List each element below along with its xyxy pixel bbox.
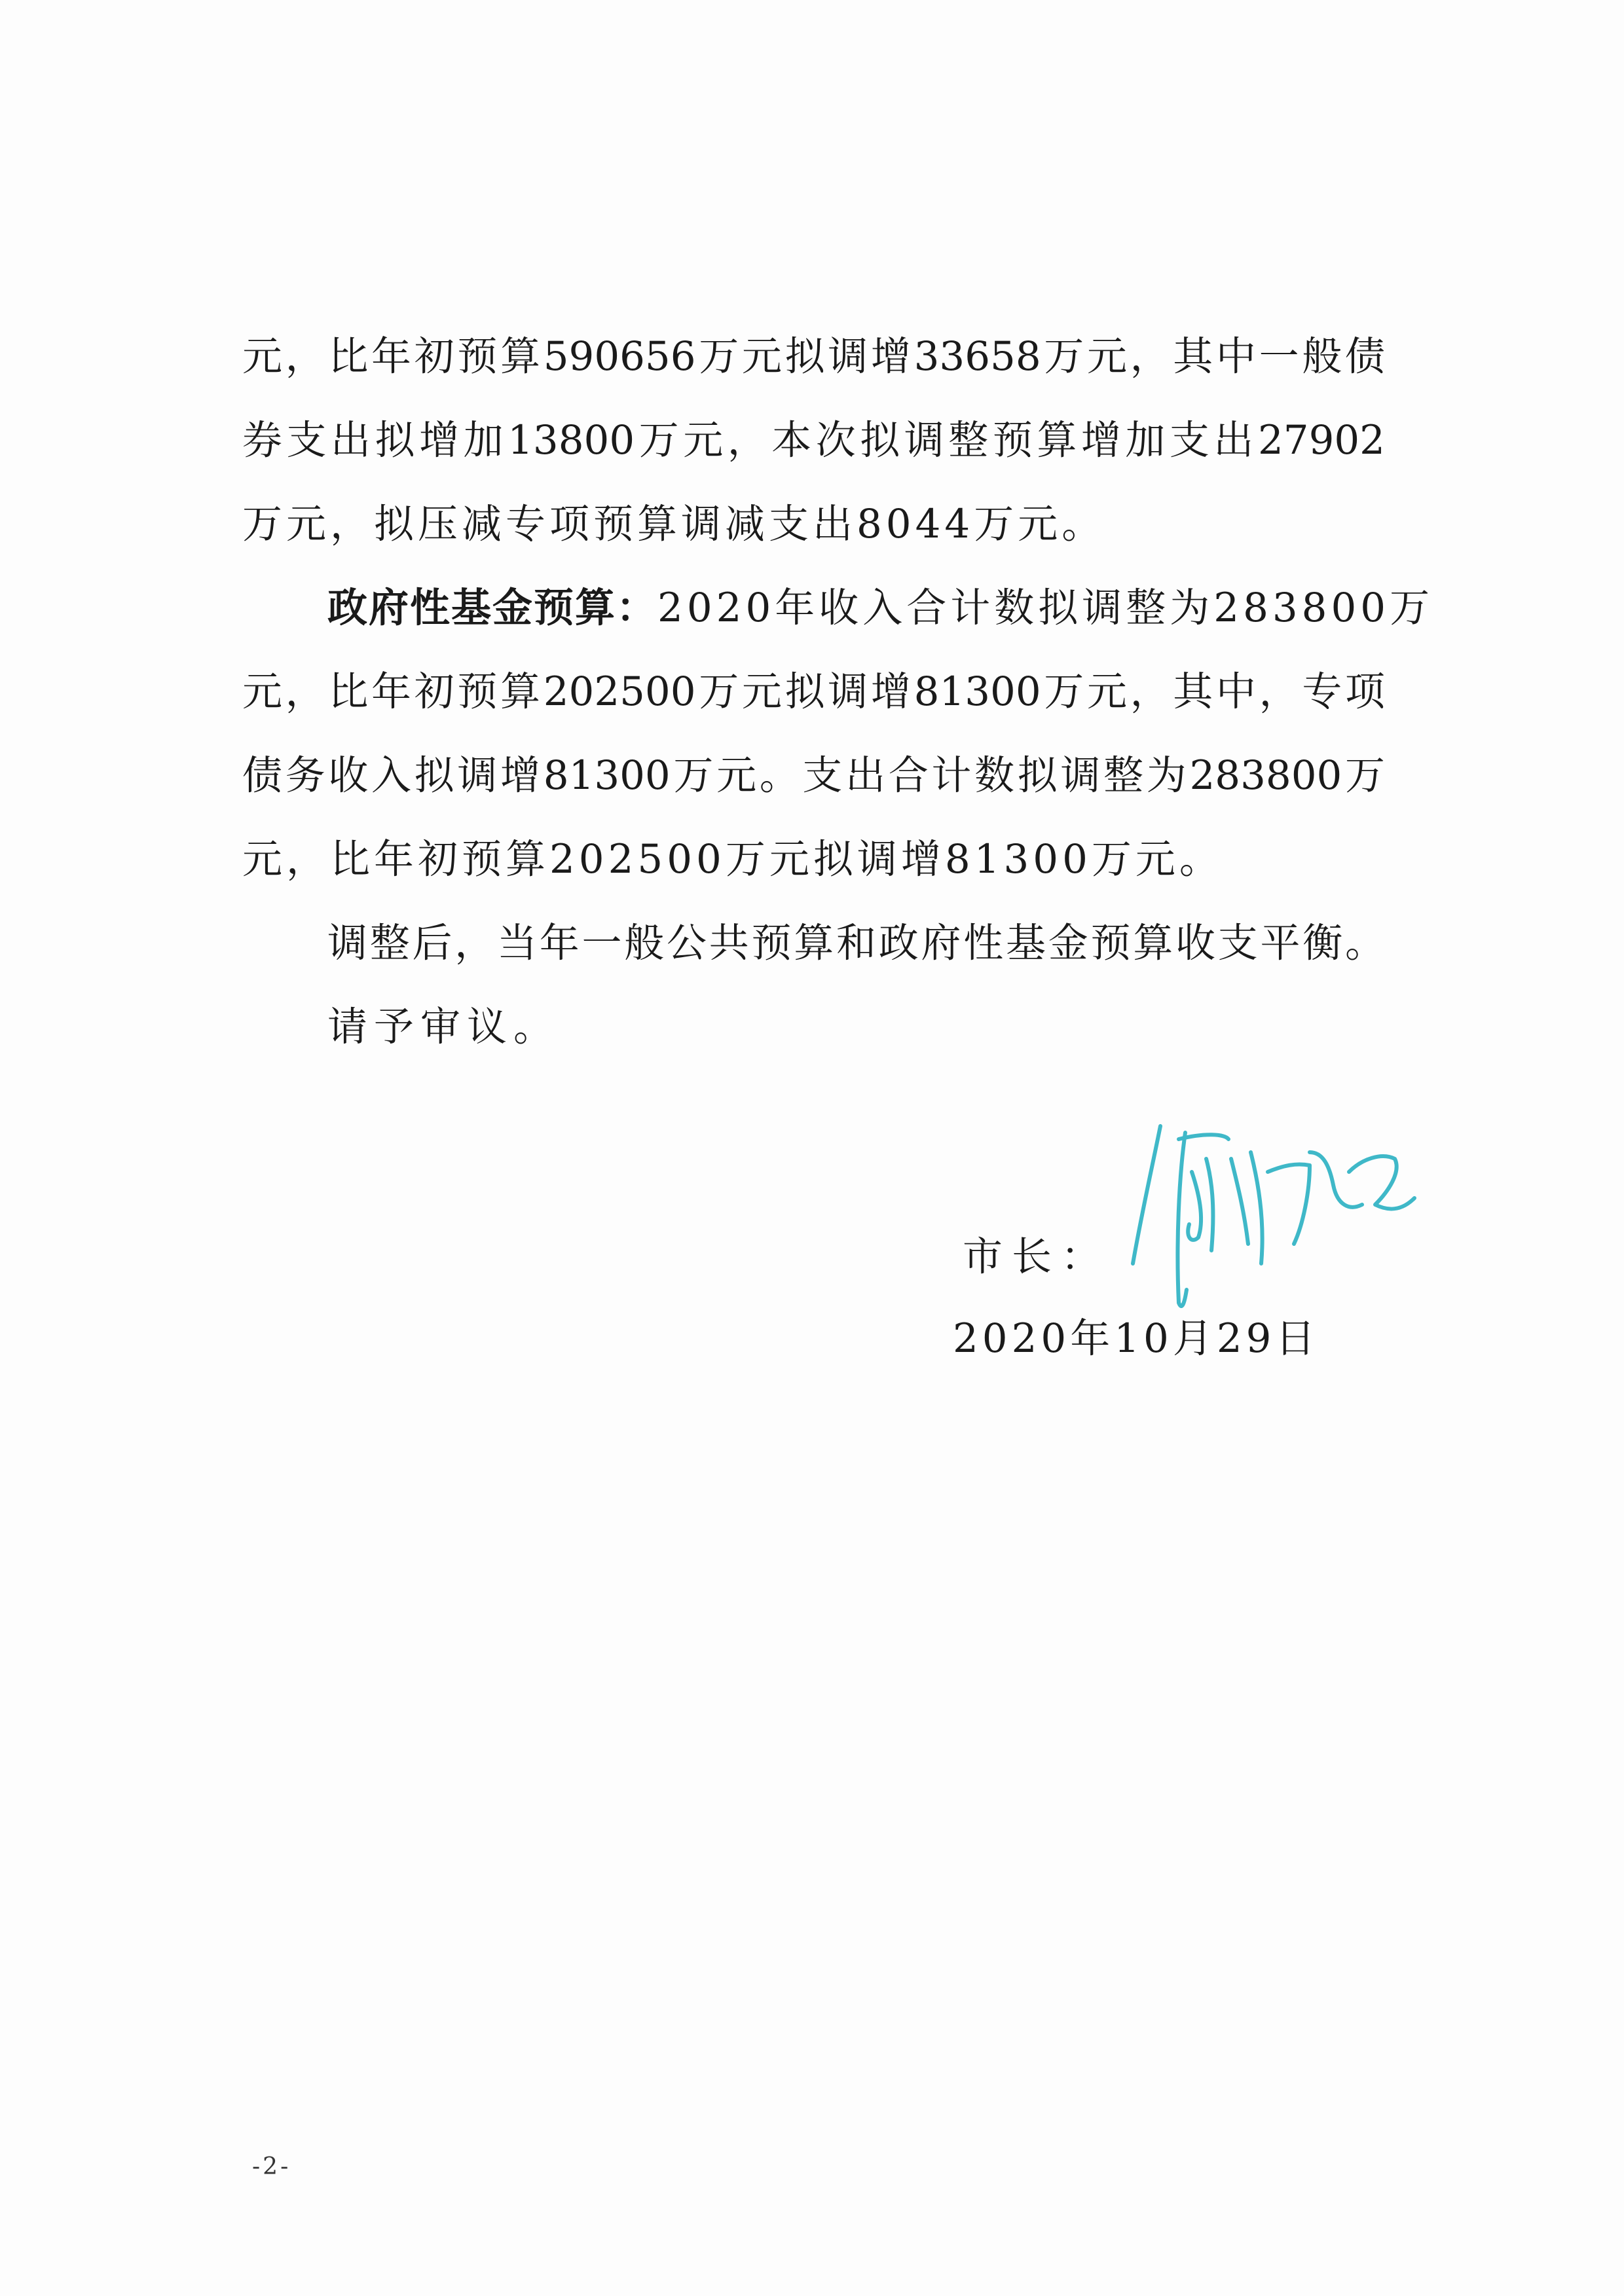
- fund-line-3: 债务收入拟调增81300万元。支出合计数拟调整为283800万: [242, 752, 1385, 799]
- signer-title: 市长：: [963, 1233, 1111, 1280]
- balance-line: 调整后，当年一般公共预算和政府性基金预算收支平衡。: [327, 920, 1385, 966]
- fund-paragraph-line-1: [327, 582, 1434, 634]
- request-line: 请予审议。: [327, 1004, 561, 1050]
- document-date: 2020年10月29日: [953, 1315, 1320, 1362]
- body-line-2: 券支出拟增加13800万元，本次拟调整预算增加支出27902: [242, 417, 1385, 464]
- handwritten-signature: [1113, 1113, 1428, 1322]
- fund-line-2: 元，比年初预算202500万元拟调增81300万元，其中，专项: [242, 668, 1385, 715]
- body-line-3: 万元，拟压减专项预算调减支出8044万元。: [242, 501, 1106, 547]
- fund-heading: 政府性基金预算：: [327, 585, 658, 631]
- body-line-1: 元，比年初预算590656万元拟调增33658万元，其中一般债: [242, 333, 1385, 380]
- fund-line-1-rest: 2020年收入合计数拟调整为283800万: [657, 585, 1434, 631]
- page-number: -2-: [252, 2153, 291, 2180]
- fund-line-4: 元，比年初预算202500万元拟调增81300万元。: [242, 836, 1223, 883]
